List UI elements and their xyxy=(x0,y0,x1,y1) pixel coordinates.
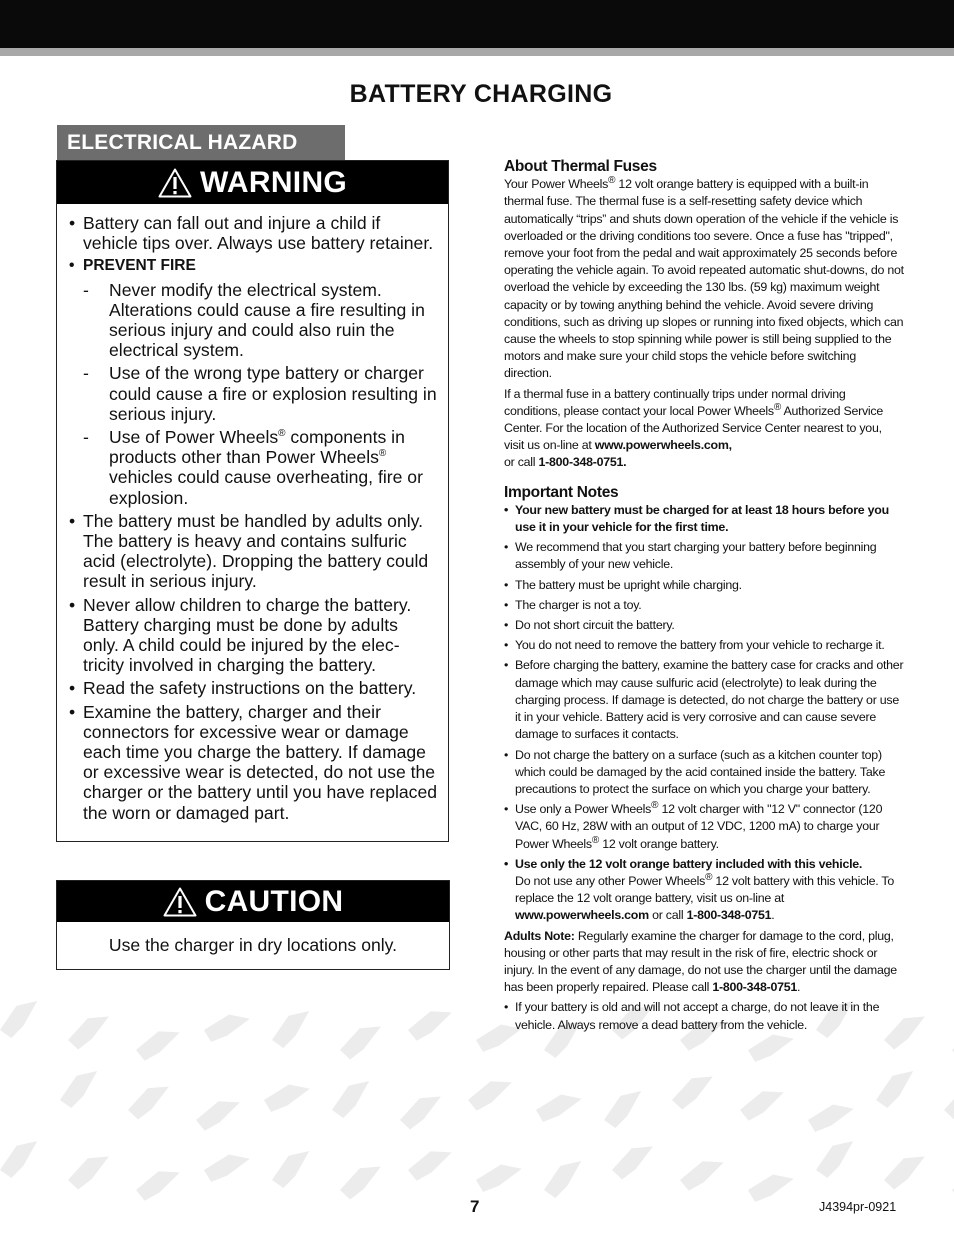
warning-triangle-icon xyxy=(163,887,197,917)
tire-track-mark xyxy=(54,1067,107,1111)
caution-header xyxy=(57,881,449,922)
prevent-fire-label: PREVENT FIRE xyxy=(83,257,196,275)
tire-track-mark xyxy=(810,1137,863,1181)
note-text: The charger is not a toy. xyxy=(515,597,642,612)
warning-subitem xyxy=(83,427,438,508)
registered-mark: ® xyxy=(278,428,286,440)
paragraph-text: Your Power Wheels xyxy=(504,177,609,192)
bullet: • xyxy=(504,802,509,817)
top-bar-shade xyxy=(0,48,954,56)
tire-track-mark xyxy=(124,1082,176,1121)
tire-track-mark xyxy=(326,1077,379,1121)
warning-body xyxy=(57,204,448,823)
thermal-fuses-heading: About Thermal Fuses xyxy=(504,158,657,175)
note-item xyxy=(504,539,904,573)
warning-text: The battery must be handled by adults only. The battery is heavy and contains sulfuric acid (electrolyte). Dropping the battery could result in serious injury. xyxy=(83,510,429,592)
registered-mark: ® xyxy=(773,401,782,413)
caution-box xyxy=(56,880,450,970)
registered-mark: ® xyxy=(705,871,713,883)
bullet: • xyxy=(69,678,76,699)
warning-text: Never allow children to charge the battery. Battery charging must be done by adults only. A child could be injured by the elec-tricity involved in charging the battery. xyxy=(83,594,412,676)
note-text: 12 volt orange battery. xyxy=(599,836,719,851)
note-text: Before charging the battery, examine the battery case for cracks and other damage which may cause sulfuric acid (electrolyte) to leak during the charging process. If damage is detected, do not charge the battery or use it in your vehicle. Battery acid is very corrosive and can cause severe damage to surfaces it contacts. xyxy=(515,658,904,742)
note-item xyxy=(504,657,904,743)
bullet: • xyxy=(504,638,509,653)
warning-item xyxy=(69,213,438,253)
website-link[interactable]: www.powerwheels.com, xyxy=(594,438,732,453)
dash: - xyxy=(83,363,89,384)
tire-track-mark xyxy=(678,1158,728,1192)
tire-track-mark xyxy=(748,1034,794,1062)
note-text: The battery must be upright while charging. xyxy=(515,577,742,592)
tire-track-mark xyxy=(396,1092,448,1131)
note-item xyxy=(504,747,904,799)
paragraph-text: . xyxy=(797,980,801,995)
tire-track-mark xyxy=(406,1148,456,1182)
note-text: You do not need to remove the battery from your vehicle to recharge it. xyxy=(515,638,885,653)
warning-subtext: Never modify the electrical system. Alterations could cause a fire resulting in serious injury and could also ruin the electrical system. xyxy=(109,279,425,361)
caution-text: Use the charger in dry locations only. xyxy=(108,935,398,955)
registered-mark: ® xyxy=(651,799,659,811)
note-item xyxy=(504,502,904,536)
warning-item xyxy=(69,678,438,698)
bullet: • xyxy=(504,658,509,673)
caution-heading: CAUTION xyxy=(204,884,344,918)
tire-track-mark xyxy=(266,1007,319,1051)
tire-track-mark xyxy=(950,1168,954,1202)
note-text: Do not use any other Power Wheels xyxy=(515,873,706,888)
phone-number: 1-800-348-0751 xyxy=(712,980,798,995)
warning-item xyxy=(69,511,438,592)
bullet: • xyxy=(504,540,509,555)
registered-mark: ® xyxy=(591,834,600,846)
tire-track-mark xyxy=(808,1104,854,1132)
note-item xyxy=(504,577,904,594)
warning-box xyxy=(56,160,449,842)
note-text: If your battery is old and will not accept a charge, do not leave it in the vehicle. Always remove a dead battery from the vehicle. xyxy=(515,1000,880,1032)
tire-track-mark xyxy=(336,1162,388,1201)
important-notes-heading: Important Notes xyxy=(504,483,619,501)
paragraph-text: If a thermal fuse in a battery continually trips under normal driving conditions, please contact your local Power Wheels xyxy=(504,386,846,418)
tire-track-mark xyxy=(598,1087,651,1131)
note-item xyxy=(504,637,904,654)
bullet: • xyxy=(69,594,76,615)
tire-track-mark xyxy=(466,1078,516,1112)
bullet: • xyxy=(504,597,509,612)
note-bold-text: Use only the 12 volt orange battery included with this vehicle. xyxy=(515,856,863,871)
note-item xyxy=(504,856,904,925)
warning-subtext: components in products other than Power Wheels xyxy=(109,427,405,468)
tire-track-mark xyxy=(880,1152,932,1191)
tire-track-mark xyxy=(870,1067,923,1111)
page-number: 7 xyxy=(470,1197,480,1216)
tire-track-mark xyxy=(406,1008,456,1042)
phone-number: 1-800-348-0751. xyxy=(538,455,627,470)
warning-subitem xyxy=(83,363,438,424)
paragraph-text: 12 volt orange battery is equipped with a built-in thermal fuse. The thermal fuse is a self-resetting safety device which automatically “trips” and shuts down operation of the vehicle if the vehicle is overloaded or the driving conditions too severe. Once a fuse has "tripped", remove your foot from the pedal and wait approximately 25 seconds before operating the vehicle again. To avoid repeated automatic shut-downs, do not overload the vehicle by exceeding the 130 lbs. (59 kg) maximum weight capacity or by towing anything behind the vehicle. Avoid severe driving conditions, such as driving up slopes or running into fixed objects, which can cause the wheels to stop spinning while power is still being supplied to the motors and make sure your child stops the vehicle before switching direction. xyxy=(504,177,904,381)
warning-item xyxy=(69,595,438,676)
note-text: 12 volt charger with "12 V" connector (120 VAC, 60 Hz, 28W with an output of 12 VDC, 1200 mA) to charge your Power Wheels xyxy=(515,802,883,851)
warning-subtext: Use of Power Wheels xyxy=(109,427,279,448)
bullet: • xyxy=(504,747,509,762)
tire-track-mark xyxy=(536,1094,582,1122)
tire-track-mark xyxy=(0,1137,47,1181)
tire-track-mark xyxy=(134,1028,184,1062)
bullet: • xyxy=(69,257,75,275)
dash: - xyxy=(83,279,89,300)
warning-item xyxy=(69,702,438,823)
tire-track-mark xyxy=(748,1174,794,1202)
note-item xyxy=(504,617,904,634)
warning-subtext: Use of the wrong type battery or charger could cause a fire or explosion resulting in serious injury. xyxy=(109,363,437,424)
note-text: Your new battery must be charged for at least 18 hours before you use it in your vehicle for the first time. xyxy=(515,502,889,535)
note-text: or call xyxy=(648,908,687,923)
tire-track-mark xyxy=(134,1168,184,1202)
tire-track-mark xyxy=(194,1098,244,1132)
phone-number: 1-800-348-0751 xyxy=(686,908,772,923)
tire-track-mark xyxy=(608,1142,660,1181)
note-text: Do not short circuit the battery. xyxy=(515,618,675,633)
tire-track-mark xyxy=(336,1022,388,1061)
tire-track-mark xyxy=(940,1082,954,1121)
warning-header xyxy=(57,161,448,204)
note-text: We recommend that you start charging your battery before beginning assembly of your new vehicle. xyxy=(515,540,877,572)
warning-text: Examine the battery, charger and their connectors for excessive wear or damage each time you charge the battery. If damage or excessive wear is detected, do not use the charger or the battery until you have replaced the worn or damaged part. xyxy=(83,701,438,823)
paragraph-text: Authorized Service Center. For the location of the Authorized Service Center nearest to you, visit us on-line at xyxy=(504,403,884,453)
page-title: BATTERY CHARGING xyxy=(349,80,613,108)
bullet: • xyxy=(504,618,509,633)
note-item xyxy=(504,801,904,853)
document-code: J4394pr-0921 xyxy=(819,1200,897,1214)
tire-track-mark xyxy=(204,1014,250,1042)
bullet: • xyxy=(69,701,76,722)
tire-track-mark xyxy=(264,1084,310,1112)
warning-text: Battery can fall out and injure a child if vehicle tips over. Always use battery retainer. xyxy=(83,213,434,254)
tire-track-mark xyxy=(204,1154,250,1182)
warning-subitem xyxy=(83,280,438,361)
note-text: . xyxy=(771,908,775,923)
note-item xyxy=(504,999,904,1033)
adults-note-label: Adults Note: xyxy=(504,928,575,943)
tire-track-mark xyxy=(266,1147,319,1191)
tire-track-mark xyxy=(0,997,47,1041)
note-item xyxy=(504,597,904,614)
tire-track-mark xyxy=(538,1157,591,1201)
warning-subtext: vehicles could cause overheating, fire or explosion. xyxy=(109,467,423,508)
bullet: • xyxy=(504,1000,509,1015)
bullet: • xyxy=(504,856,509,871)
note-text: Use only a Power Wheels xyxy=(515,802,652,817)
bullet: • xyxy=(69,510,76,531)
tire-track-mark xyxy=(476,1164,522,1192)
website-link[interactable]: www.powerwheels.com xyxy=(515,908,649,923)
prevent-fire-item xyxy=(69,256,438,276)
right-column xyxy=(504,158,904,1037)
bullet: • xyxy=(504,577,509,592)
dash: - xyxy=(83,427,89,448)
thermal-paragraph-2 xyxy=(504,386,904,472)
paragraph-text: Regularly examine the charger for damage to the cord, plug, housing or other parts that may result in the risk of fire, electric shock or injury. In the event of any damage, do not use the charger until the damage has been properly repaired. Please call xyxy=(504,928,897,995)
note-text: 12 volt battery with this vehicle. To replace the 12 volt orange battery, visit us on-line at xyxy=(515,873,894,906)
warning-triangle-icon xyxy=(158,168,192,198)
warning-text: Read the safety instructions on the battery. xyxy=(83,678,417,699)
adults-note xyxy=(504,928,904,997)
top-bar xyxy=(0,0,954,48)
tire-track-mark xyxy=(950,1028,954,1062)
paragraph-text: or call xyxy=(504,455,539,470)
warning-heading: WARNING xyxy=(199,165,348,199)
tire-track-mark xyxy=(668,1072,720,1111)
tire-track-mark xyxy=(64,1152,116,1191)
bullet: • xyxy=(504,502,509,517)
registered-mark: ® xyxy=(378,448,387,460)
note-text: Do not charge the battery on a surface (such as a kitchen counter top) which could be damaged by the acid contained inside the battery. Take precautions to protect the surface on which you charge your battery. xyxy=(515,747,886,796)
electrical-hazard-tab: ELECTRICAL HAZARD xyxy=(57,125,345,160)
tire-track-mark xyxy=(64,1012,116,1051)
bullet: • xyxy=(69,213,76,233)
tire-track-mark xyxy=(738,1088,788,1122)
registered-mark: ® xyxy=(608,175,616,187)
thermal-paragraph-1 xyxy=(504,176,904,382)
